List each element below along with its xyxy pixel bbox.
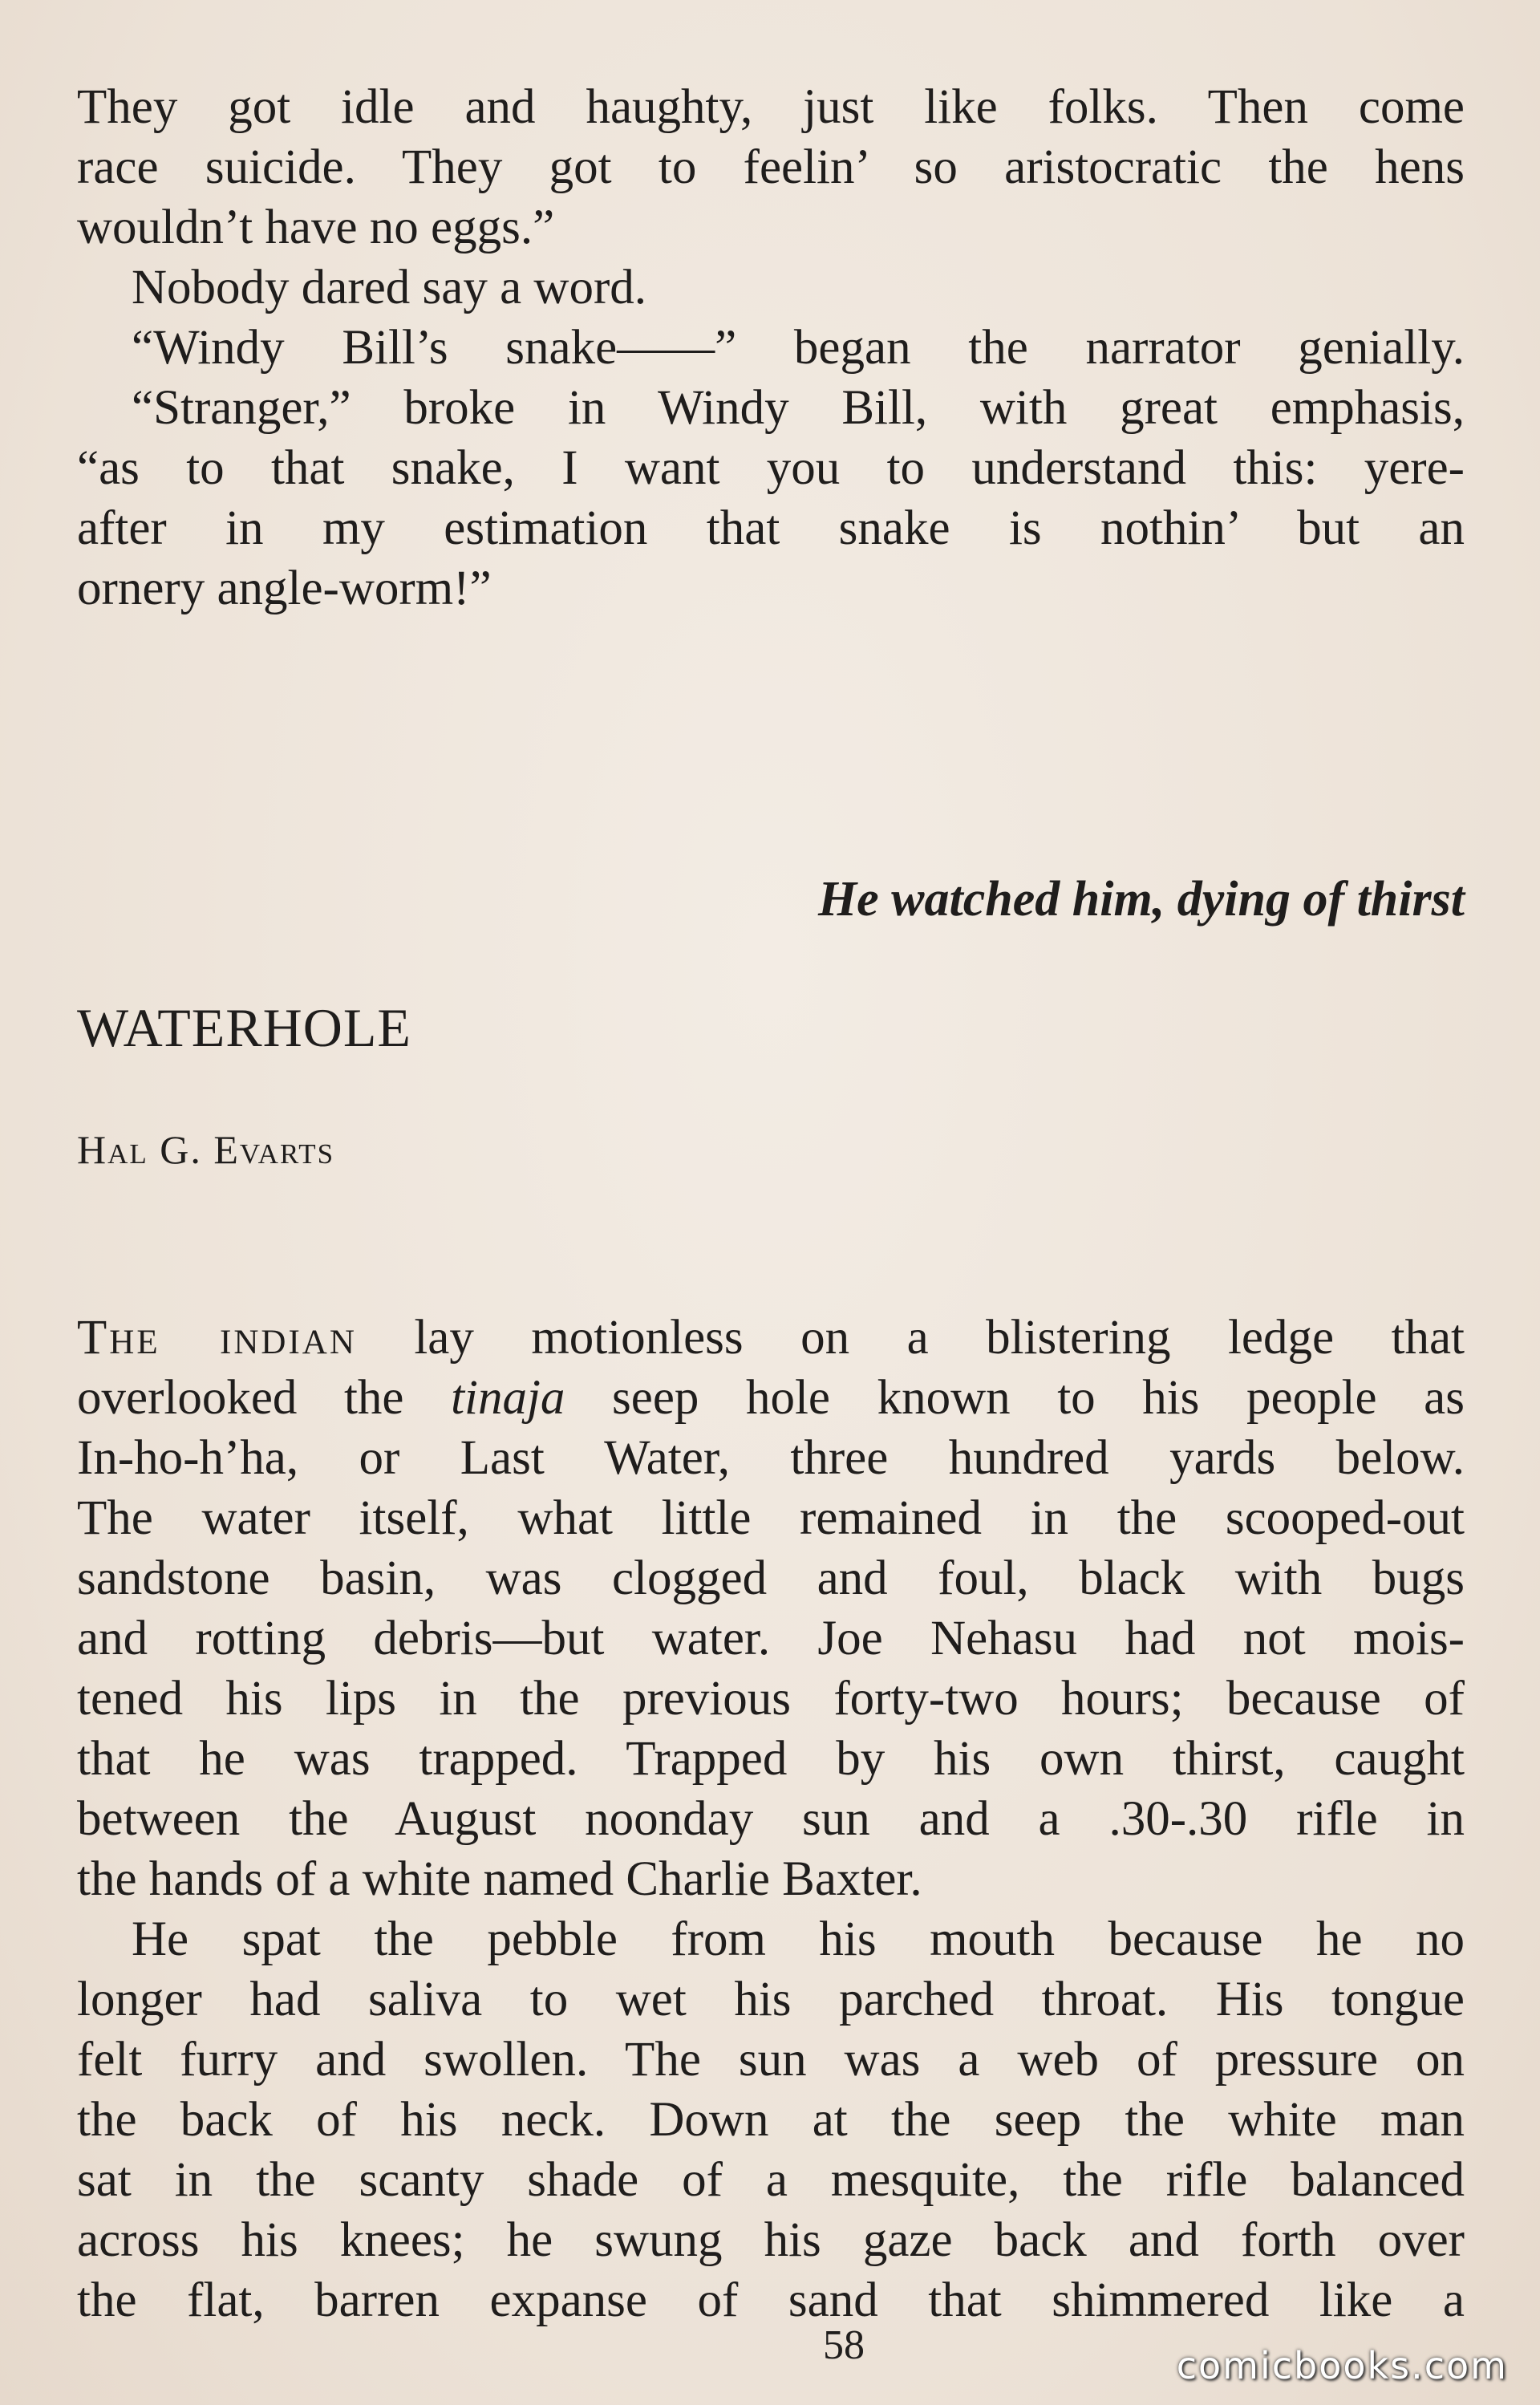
text-line: “as to that snake, I want you to understand this: yere- xyxy=(77,441,1465,495)
text-line: longer had saliva to wet his parched throat. His tongue xyxy=(77,1973,1465,2026)
text-line: sandstone basin, was clogged and foul, black with bugs xyxy=(77,1551,1465,1605)
text-line: They got idle and haughty, just like folks. Then come xyxy=(77,80,1465,134)
story-tagline: He watched him, dying of thirst xyxy=(817,872,1465,927)
text-line: The water itself, what little remained in the scooped-out xyxy=(77,1491,1465,1545)
page-number: 58 xyxy=(823,2322,865,2368)
opening-words: The indian xyxy=(77,1311,357,1365)
text-line: sat in the scanty shade of a mesquite, the rifle balanced xyxy=(77,2153,1465,2207)
text-fragment: seep hole known to his people as xyxy=(565,1371,1465,1425)
text-line: “Stranger,” broke in Windy Bill, with great emphasis, xyxy=(132,381,1465,435)
text-line xyxy=(77,1368,1465,1428)
text-line: Nobody dared say a word. xyxy=(132,261,647,314)
text-fragment: overlooked the xyxy=(77,1371,452,1425)
story-title: WATERHOLE xyxy=(77,997,411,1058)
text-line: the flat, barren expanse of sand that shimmered like a xyxy=(77,2273,1465,2327)
text-line: and rotting debris—but water. Joe Nehasu had not mois- xyxy=(77,1612,1465,1665)
text-line xyxy=(77,1308,1465,1368)
text-line: between the August noonday sun and a .30-.30 rifle in xyxy=(77,1792,1465,1846)
text-line: wouldn’t have no eggs.” xyxy=(77,201,555,254)
watermark-text: comicbooks.com xyxy=(1176,2344,1508,2387)
text-line: “Windy Bill’s snake——” began the narrator genially. xyxy=(132,321,1465,375)
text-line: In-ho-h’ha, or Last Water, three hundred yards below. xyxy=(77,1431,1465,1485)
story-author: Hal G. Evarts xyxy=(77,1127,335,1172)
italic-word: tinaja xyxy=(451,1371,565,1425)
text-line: across his knees; he swung his gaze back and forth over xyxy=(77,2213,1465,2267)
text-line: felt furry and swollen. The sun was a web of pressure on xyxy=(77,2033,1465,2087)
text-line: after in my estimation that snake is nothin’ but an xyxy=(77,501,1465,555)
text-line: He spat the pebble from his mouth because he no xyxy=(132,1912,1465,1966)
text-fragment: lay motionless on a blistering ledge that xyxy=(356,1311,1465,1365)
text-line: ornery angle-worm!” xyxy=(77,562,492,615)
book-page xyxy=(77,77,1465,2368)
text-line: that he was trapped. Trapped by his own thirst, caught xyxy=(77,1732,1465,1786)
previous-story-ending xyxy=(77,77,1465,618)
story-body xyxy=(77,1308,1465,2330)
text-line: race suicide. They got to feelin’ so aristocratic the hens xyxy=(77,140,1465,194)
text-line: tened his lips in the previous forty-two hours; because of xyxy=(77,1672,1465,1726)
text-line: the back of his neck. Down at the seep the white man xyxy=(77,2093,1465,2147)
story-paragraph-1 xyxy=(77,1308,1465,1909)
text-line: the hands of a white named Charlie Baxter. xyxy=(77,1852,922,1906)
story-paragraph-2 xyxy=(77,1909,1465,2330)
